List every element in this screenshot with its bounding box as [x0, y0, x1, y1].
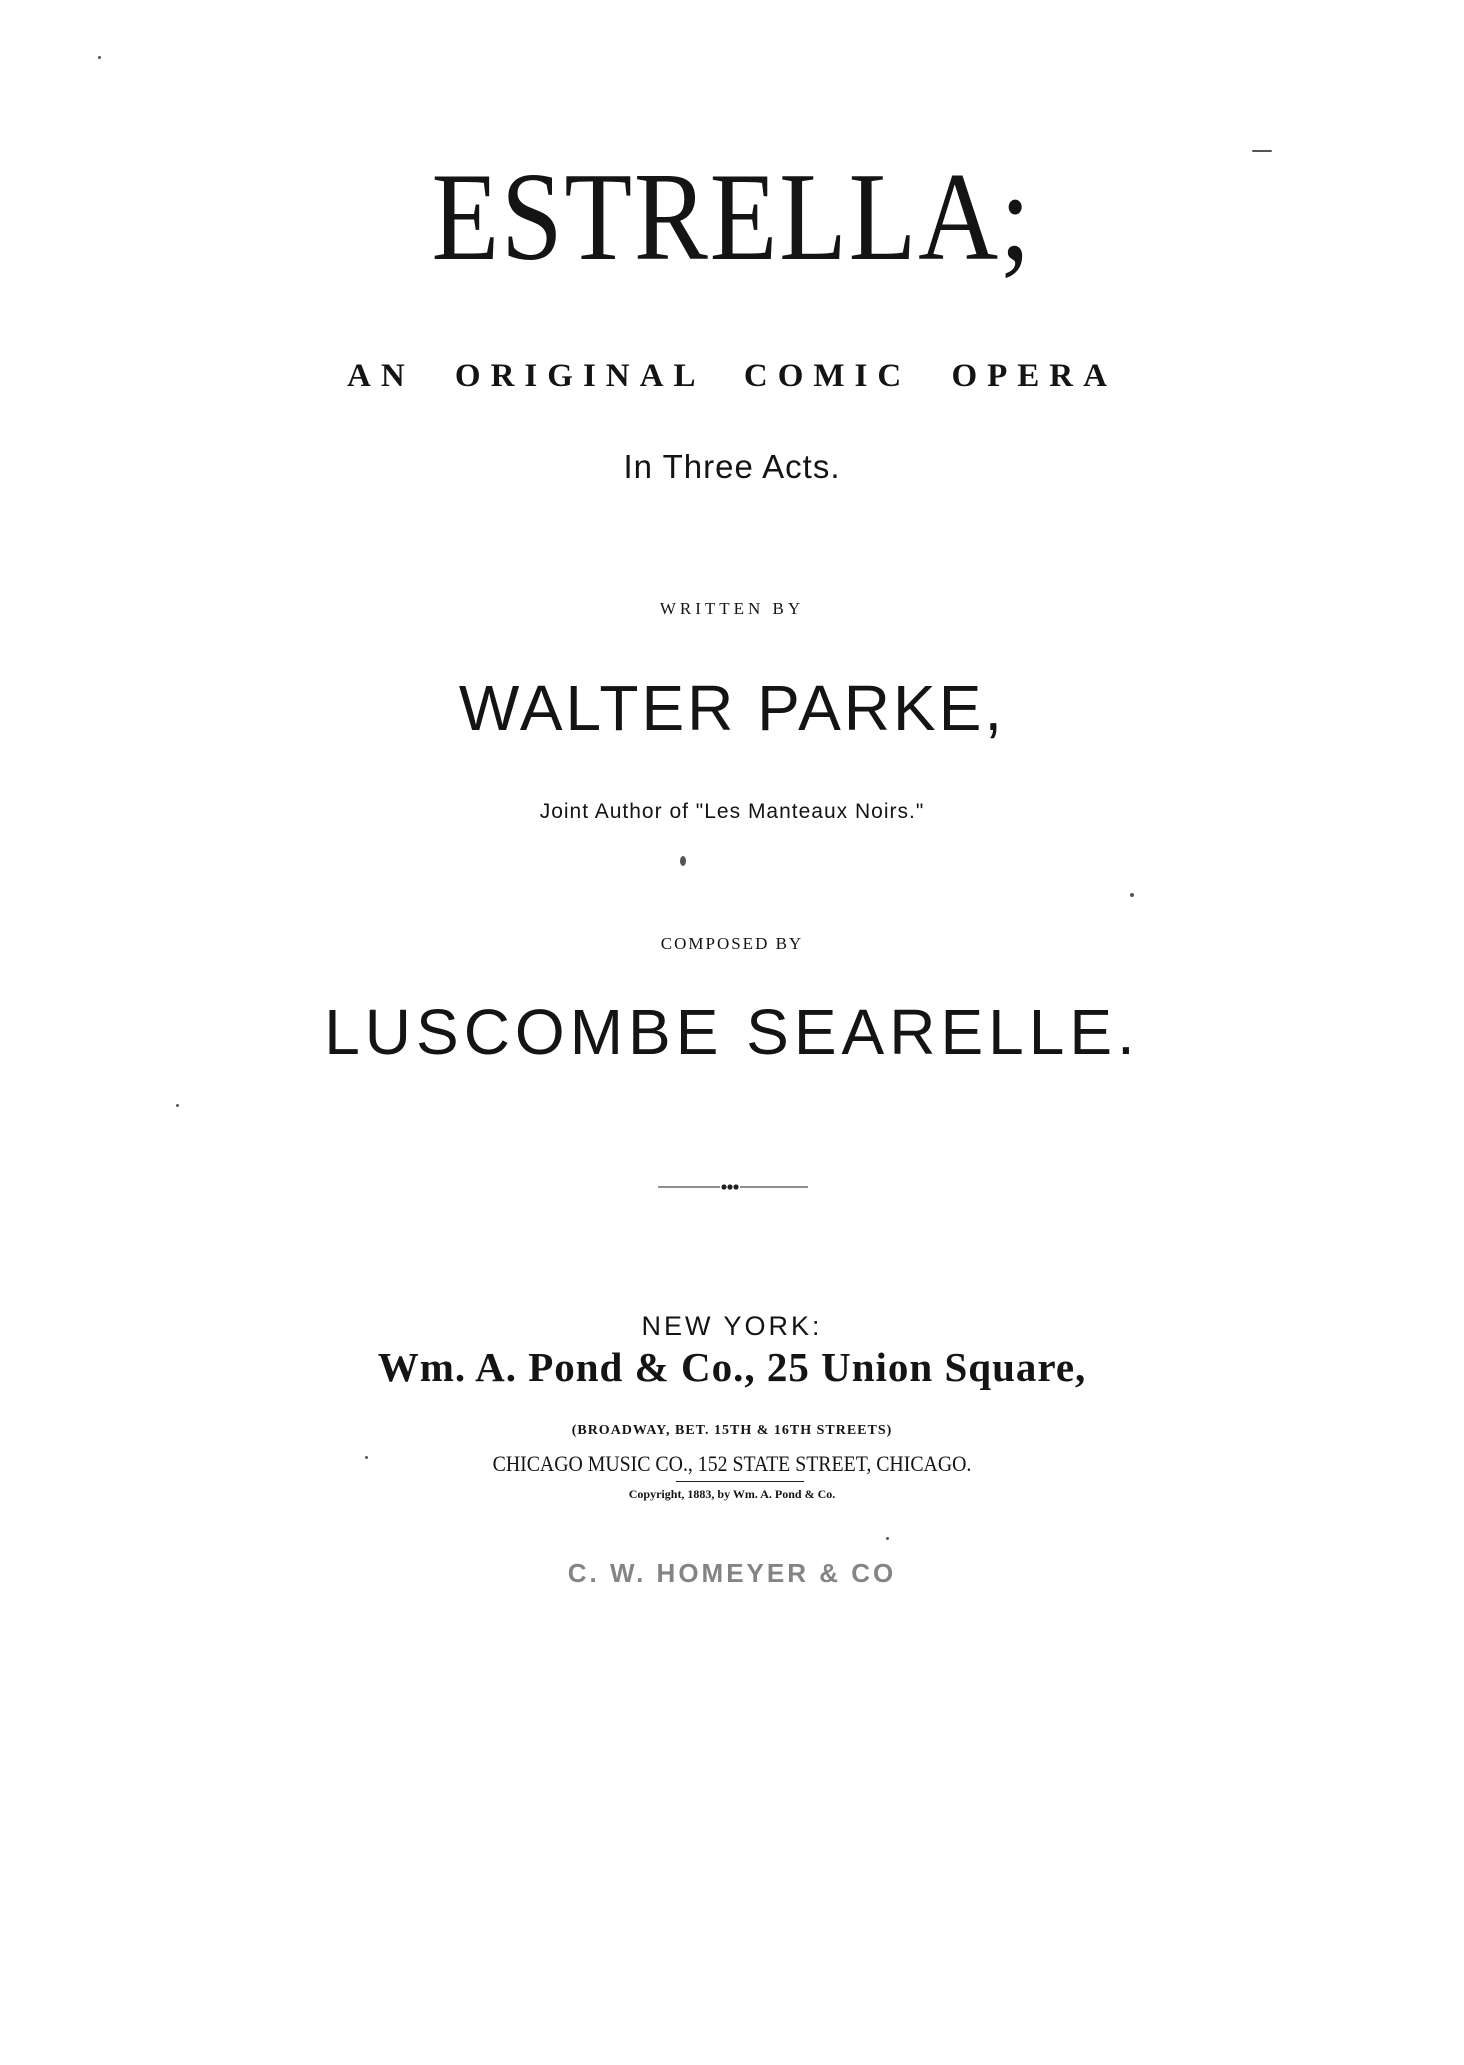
author-note: Joint Author of "Les Manteaux Noirs."	[539, 800, 925, 823]
imprint-city: NEW YORK:	[641, 1311, 823, 1341]
author-name: WALTER PARKE,	[458, 672, 1006, 744]
composed-by-label: COMPOSED BY	[660, 934, 804, 953]
paper-speck	[680, 856, 686, 866]
paper-speck	[98, 56, 101, 59]
dealer-stamp: C. W. HOMEYER & CO	[567, 1558, 897, 1588]
paper-speck	[1130, 893, 1134, 897]
acts-line: In Three Acts.	[623, 448, 841, 485]
imprint-chicago: CHICAGO MUSIC CO., 152 STATE STREET, CHICAGO.	[492, 1451, 972, 1476]
composer-name: LUSCOMBE SEARELLE.	[324, 996, 1140, 1068]
copyright-rule	[676, 1481, 804, 1482]
imprint-publisher: Wm. A. Pond & Co., 25 Union Square,	[377, 1344, 1087, 1390]
imprint-address: (BROADWAY, BET. 15TH & 16TH STREETS)	[571, 1423, 893, 1438]
opera-subtitle: AN ORIGINAL COMIC OPERA	[347, 358, 1117, 394]
paper-speck	[1252, 150, 1272, 152]
paper-speck	[886, 1537, 889, 1540]
divider-ornament	[658, 1182, 808, 1192]
paper-speck	[365, 1456, 368, 1459]
opera-title: ESTRELLA;	[431, 148, 1033, 287]
written-by-label: WRITTEN BY	[659, 599, 805, 618]
paper-speck	[176, 1104, 179, 1107]
copyright-notice: Copyright, 1883, by Wm. A. Pond & Co.	[628, 1487, 836, 1501]
